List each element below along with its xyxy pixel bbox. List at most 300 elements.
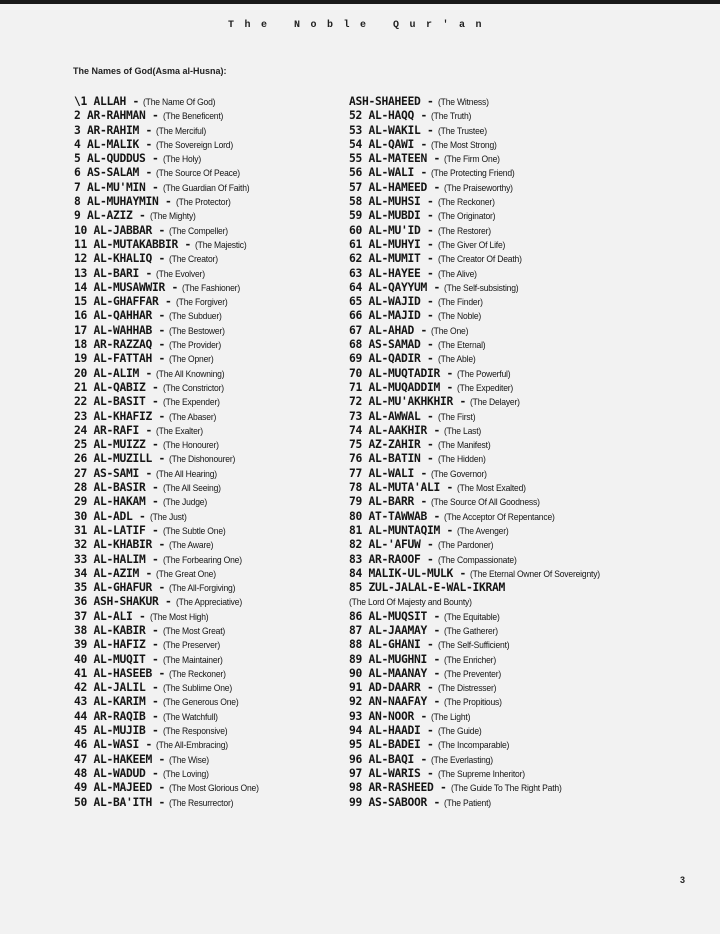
meaning-text: (The Most High)	[149, 611, 209, 622]
meaning-text: (The Last)	[444, 425, 482, 436]
meaning-text: (The Name Of God)	[143, 97, 216, 107]
meaning-text: (The Merciful)	[156, 125, 207, 136]
name-text: 75 AZ-ZAHIR -	[349, 438, 434, 452]
list-item	[349, 337, 610, 351]
list-item	[74, 280, 266, 294]
meaning-text: (The Most Strong)	[431, 139, 498, 150]
list-item	[74, 594, 266, 608]
list-item	[74, 752, 266, 766]
name-text: 45 AL-MUJIB -	[74, 724, 159, 738]
meaning-text: (The Avenger)	[457, 525, 510, 536]
name-text: 90 AL-MAANAY -	[349, 666, 441, 680]
name-text: 31 AL-LATIF -	[74, 523, 159, 537]
list-item	[74, 537, 266, 551]
list-item	[349, 737, 610, 751]
list-item	[74, 737, 266, 751]
name-text: 38 AL-KABIR -	[74, 623, 159, 637]
list-item	[349, 609, 610, 623]
list-item	[74, 308, 266, 322]
name-text: 84 MALIK-UL-MULK -	[349, 566, 467, 580]
name-text: 25 AL-MUIZZ -	[74, 438, 159, 452]
list-item	[349, 780, 610, 794]
list-item	[349, 394, 610, 408]
name-text: 58 AL-MUHSI -	[349, 195, 434, 209]
name-text: 72 AL-MU'AKHKHIR -	[349, 395, 467, 409]
name-text: 83 AR-RAOOF -	[349, 552, 434, 566]
names-list-left	[74, 94, 266, 809]
list-item	[74, 323, 266, 337]
meaning-text: (The Watchfull)	[162, 711, 218, 722]
list-item	[349, 380, 610, 394]
name-text: 70 AL-MUQTADIR -	[349, 366, 454, 380]
name-text: 15 AL-GHAFFAR -	[74, 295, 172, 309]
name-text: 54 AL-QAWI -	[349, 137, 428, 151]
name-text: 8 AL-MUHAYMIN -	[74, 195, 172, 209]
name-text: 79 AL-BARR -	[349, 495, 428, 509]
meaning-text: (The Supreme Inheritor)	[437, 768, 525, 779]
meaning-text: (The Sovereign Lord)	[156, 139, 234, 150]
name-text: 63 AL-HAYEE -	[349, 266, 434, 280]
meaning-text: (The Self-Sufficient)	[437, 640, 510, 651]
meaning-text: (The Manifest)	[437, 440, 491, 451]
list-item	[74, 237, 266, 251]
name-text: 40 AL-MUQIT -	[74, 652, 159, 666]
name-text: 71 AL-MUQADDIM -	[349, 380, 454, 394]
list-item	[349, 666, 610, 680]
list-item	[349, 223, 610, 237]
meaning-text: (The Protecting Friend)	[431, 168, 516, 179]
list-item	[349, 151, 610, 165]
meaning-text: (The Originator)	[437, 211, 496, 222]
list-item	[74, 451, 266, 465]
name-text: 62 AL-MUMIT -	[349, 252, 434, 266]
name-text: 43 AL-KARIM -	[74, 695, 159, 709]
list-item	[349, 437, 610, 451]
list-item	[74, 223, 266, 237]
list-item	[349, 795, 610, 809]
meaning-text: (The All Hearing)	[156, 468, 218, 479]
list-item	[74, 766, 266, 780]
list-item	[74, 180, 266, 194]
list-item	[349, 466, 610, 480]
meaning-text: (The Pardoner)	[437, 540, 494, 551]
meaning-text: (The Provider)	[169, 340, 222, 351]
name-text: 81 AL-MUNTAQIM -	[349, 523, 454, 537]
meaning-text: (The Distresser)	[437, 683, 497, 694]
list-item	[349, 123, 610, 137]
name-text: 74 AL-AAKHIR -	[349, 423, 441, 437]
name-text: 59 AL-MUBDI -	[349, 209, 434, 223]
name-text: 66 AL-MAJID -	[349, 309, 434, 323]
meaning-text: (The Just)	[149, 511, 187, 522]
name-text: 96 AL-BAQI -	[349, 752, 428, 766]
name-text: 19 AL-FATTAH -	[74, 352, 166, 366]
meaning-text: (The Restorer)	[437, 225, 491, 236]
list-item	[349, 180, 610, 194]
list-item	[349, 251, 610, 265]
list-item	[349, 652, 610, 666]
meaning-text: (The Judge)	[162, 497, 208, 508]
name-text: 9 AL-AZIZ -	[74, 209, 146, 223]
list-item	[74, 151, 266, 165]
list-item	[74, 251, 266, 265]
list-item	[74, 294, 266, 308]
meaning-text: (The Praiseworthy)	[444, 182, 514, 193]
name-text: 64 AL-QAYYUM -	[349, 280, 441, 294]
meaning-text: (The Gatherer)	[444, 625, 499, 636]
name-text: 22 AL-BASIT -	[74, 395, 159, 409]
name-text: 28 AL-BASIR -	[74, 481, 159, 495]
meaning-text: (The Powerful)	[457, 368, 511, 379]
meaning-text: (The Preserver)	[162, 640, 221, 651]
name-text: 24 AR-RAFI -	[74, 423, 153, 437]
list-item	[74, 795, 266, 809]
meaning-text: (The Incomparable)	[437, 740, 510, 751]
list-item	[74, 709, 266, 723]
name-text: 49 AL-MAJEED -	[74, 781, 166, 795]
meaning-text: (The Subduer)	[169, 311, 223, 322]
meaning-text: (The Exalter)	[156, 425, 204, 436]
name-text: 73 AL-AWWAL -	[349, 409, 434, 423]
list-item	[349, 208, 610, 222]
list-item	[74, 380, 266, 394]
name-text: 4 AL-MALIK -	[74, 137, 153, 151]
meaning-text: (The Forgiver)	[175, 297, 228, 308]
meaning-text: (The Noble)	[437, 311, 482, 322]
list-item	[349, 237, 610, 251]
meaning-text: (The Creator Of Death)	[437, 254, 522, 265]
name-text: 23 AL-KHAFIZ -	[74, 409, 166, 423]
name-text: 29 AL-HAKAM -	[74, 495, 159, 509]
name-text: 11 AL-MUTAKABBIR -	[74, 237, 192, 251]
meaning-text: (The Guide)	[437, 726, 482, 737]
list-item	[74, 580, 266, 594]
name-text: 33 AL-HALIM -	[74, 552, 159, 566]
name-text: 13 AL-BARI -	[74, 266, 153, 280]
meaning-text: (The Governor)	[431, 468, 488, 479]
meaning-text: (The One)	[431, 325, 469, 336]
list-item	[74, 637, 266, 651]
meaning-text: (The Expender)	[162, 397, 220, 408]
meaning-text: (The Subtle One)	[162, 525, 226, 536]
list-item	[74, 694, 266, 708]
name-text: 97 AL-WARIS -	[349, 766, 434, 780]
list-item	[74, 108, 266, 122]
meaning-text: (The All-Embracing)	[156, 740, 229, 751]
name-text: 89 AL-MUGHNI -	[349, 652, 441, 666]
list-item	[349, 108, 610, 122]
name-text: 91 AD-DAARR -	[349, 681, 434, 695]
name-text: 48 AL-WADUD -	[74, 766, 159, 780]
meaning-text: (The Everlasting)	[431, 754, 494, 765]
list-item	[74, 194, 266, 208]
meaning-text: (The Giver Of Life)	[437, 239, 506, 250]
list-item	[349, 94, 610, 108]
list-item	[74, 723, 266, 737]
list-item	[349, 294, 610, 308]
name-text: 80 AT-TAWWAB -	[349, 509, 441, 523]
meaning-text: (The Protector)	[175, 197, 231, 208]
name-text: 3 AR-RAHIM -	[74, 123, 153, 137]
meaning-text: (The Eternal Owner Of Sovereignty)	[470, 568, 601, 579]
list-item	[349, 137, 610, 151]
name-text: 32 AL-KHABIR -	[74, 538, 166, 552]
list-item	[349, 766, 610, 780]
meaning-text: (The Propitious)	[444, 697, 503, 708]
meaning-text: (The Hidden)	[437, 454, 486, 465]
meaning-text: (The Wise)	[169, 754, 210, 765]
list-item	[349, 351, 610, 365]
meaning-text: (The Great One)	[156, 568, 217, 579]
name-text: 34 AL-AZIM -	[74, 566, 153, 580]
list-item	[74, 394, 266, 408]
name-text: 68 AS-SAMAD -	[349, 338, 434, 352]
meaning-text: (The All Seeing)	[162, 483, 221, 494]
meaning-text: (The Eternal)	[437, 340, 486, 351]
list-item	[349, 637, 610, 651]
list-item	[349, 709, 610, 723]
name-text: 2 AR-RAHMAN -	[74, 109, 159, 123]
name-text: 20 AL-ALIM -	[74, 366, 153, 380]
meaning-text: (The Source Of Peace)	[156, 168, 241, 179]
list-item	[74, 480, 266, 494]
meaning-text: (The Guardian Of Faith)	[162, 182, 250, 193]
meaning-text: (The Compeller)	[169, 225, 229, 236]
name-text: 18 AR-RAZZAQ -	[74, 338, 166, 352]
list-item	[74, 680, 266, 694]
meaning-text: (The Self-subsisting)	[444, 282, 519, 293]
meaning-text: (The Aware)	[169, 540, 214, 551]
list-item	[74, 423, 266, 437]
list-item	[74, 780, 266, 794]
book-title: The Noble Qur'an	[227, 20, 492, 31]
name-text: 52 AL-HAQQ -	[349, 109, 428, 123]
meaning-text: (The Most Glorious One)	[169, 783, 260, 794]
list-item	[349, 537, 610, 551]
name-text: 35 AL-GHAFUR -	[74, 581, 166, 595]
list-item	[74, 523, 266, 537]
list-item	[74, 208, 266, 222]
list-item	[349, 194, 610, 208]
meaning-text: (The Fashioner)	[182, 282, 241, 293]
list-item	[349, 694, 610, 708]
meaning-text: (The Lord Of Majesty and Bounty)	[349, 597, 472, 608]
list-item	[74, 437, 266, 451]
name-text: 67 AL-AHAD -	[349, 323, 428, 337]
meaning-text: (The Acceptor Of Repentance)	[444, 511, 556, 522]
name-text: 85 ZUL-JALAL-E-WAL-IKRAM	[349, 581, 506, 595]
name-text: 53 AL-WAKIL -	[349, 123, 434, 137]
list-item	[349, 723, 610, 737]
meaning-text: (The Light)	[431, 711, 471, 722]
meaning-text: (The Constrictor)	[162, 382, 224, 393]
meaning-text: (The Compassionate)	[437, 554, 517, 565]
meaning-text: (The Most Exalted)	[457, 483, 527, 494]
section-title: The Names of God(Asma al-Husna):	[73, 66, 227, 76]
list-item	[349, 323, 610, 337]
list-item	[74, 337, 266, 351]
list-item	[74, 351, 266, 365]
list-item	[74, 123, 266, 137]
list-item	[349, 480, 610, 494]
name-text: 88 AL-GHANI -	[349, 638, 434, 652]
meaning-text: (The Trustee)	[437, 125, 487, 136]
name-text: 92 AN-NAAFAY -	[349, 695, 441, 709]
list-item	[349, 566, 610, 580]
meaning-text: (The Equitable)	[444, 611, 501, 622]
name-text: 99 AS-SABOOR -	[349, 795, 441, 809]
meaning-text: (The Creator)	[169, 254, 219, 265]
name-text: 5 AL-QUDDUS -	[74, 152, 159, 166]
meaning-text: (The Dishonourer)	[169, 454, 236, 465]
name-text: 36 ASH-SHAKUR -	[74, 595, 172, 609]
meaning-text: (The Reckoner)	[437, 197, 495, 208]
meaning-text: (The Generous One)	[162, 697, 239, 708]
meaning-text: (The Guide To The Right Path)	[450, 783, 562, 794]
name-text: 17 AL-WAHHAB -	[74, 323, 166, 337]
name-text: ASH-SHAHEED -	[349, 95, 434, 108]
meaning-text: (The Expediter)	[457, 382, 514, 393]
list-item	[74, 266, 266, 280]
name-text: 6 AS-SALAM -	[74, 166, 153, 180]
list-item	[74, 409, 266, 423]
meaning-text: (The Able)	[437, 354, 476, 365]
list-item	[74, 552, 266, 566]
list-item	[74, 494, 266, 508]
meaning-text: (The Truth)	[431, 111, 472, 122]
name-text: 78 AL-MUTA'ALI -	[349, 481, 454, 495]
list-item	[74, 666, 266, 680]
meaning-text: (The Resurrector)	[169, 797, 234, 808]
list-item	[349, 680, 610, 694]
meaning-text: (The Opner)	[169, 354, 214, 365]
meaning-text: (The Most Great)	[162, 625, 226, 636]
meaning-text: (The Finder)	[437, 297, 483, 308]
list-item	[349, 308, 610, 322]
meaning-text: (The Majestic)	[195, 239, 248, 250]
name-text: 30 AL-ADL -	[74, 509, 146, 523]
meaning-text: (The Loving)	[162, 768, 209, 779]
list-item	[349, 594, 610, 608]
list-item	[74, 623, 266, 637]
meaning-text: (The Appreciative)	[175, 597, 242, 608]
meaning-text: (The Preventer)	[444, 668, 502, 679]
name-text: 55 AL-MATEEN -	[349, 152, 441, 166]
name-text: 12 AL-KHALIQ -	[74, 252, 166, 266]
list-item	[349, 366, 610, 380]
list-item	[349, 423, 610, 437]
meaning-text: (The Sublime One)	[162, 683, 233, 694]
name-text: 60 AL-MU'ID -	[349, 223, 434, 237]
list-item	[74, 165, 266, 179]
name-text: 61 AL-MUHYI -	[349, 237, 434, 251]
list-item	[74, 609, 266, 623]
list-item	[74, 94, 266, 108]
name-text: 56 AL-WALI -	[349, 166, 428, 180]
name-text: 50 AL-BA'ITH -	[74, 795, 166, 809]
top-rule	[0, 0, 720, 4]
list-item	[349, 509, 610, 523]
list-item	[74, 466, 266, 480]
name-text: 86 AL-MUQSIT -	[349, 609, 441, 623]
name-text: 57 AL-HAMEED -	[349, 180, 441, 194]
page-number: 3	[680, 875, 686, 885]
name-text: 16 AL-QAHHAR -	[74, 309, 166, 323]
name-text: 14 AL-MUSAWWIR -	[74, 280, 179, 294]
meaning-text: (The Enricher)	[444, 654, 497, 665]
list-item	[349, 280, 610, 294]
name-text: 27 AS-SAMI -	[74, 466, 153, 480]
meaning-text: (The Forbearing One)	[162, 554, 242, 565]
list-item	[349, 523, 610, 537]
name-text: 65 AL-WAJID -	[349, 295, 434, 309]
name-text: 39 AL-HAFIZ -	[74, 638, 159, 652]
meaning-text: (The Holy)	[162, 154, 202, 165]
list-item	[74, 366, 266, 380]
meaning-text: (The Evolver)	[156, 268, 206, 279]
list-item	[74, 566, 266, 580]
names-list-right	[349, 94, 610, 809]
meaning-text: (The Reckoner)	[169, 668, 227, 679]
list-item	[349, 266, 610, 280]
name-text: 94 AL-HAADI -	[349, 724, 434, 738]
meaning-text: (The Honourer)	[162, 440, 219, 451]
name-text: 7 AL-MU'MIN -	[74, 180, 159, 194]
name-text: 41 AL-HASEEB -	[74, 666, 166, 680]
name-text: 76 AL-BATIN -	[349, 452, 434, 466]
list-item	[349, 451, 610, 465]
meaning-text: (The Source Of All Goodness)	[431, 497, 541, 508]
list-item	[74, 652, 266, 666]
name-text: 42 AL-JALIL -	[74, 681, 159, 695]
meaning-text: (The Bestower)	[169, 325, 226, 336]
meaning-text: (The All Knowning)	[156, 368, 225, 379]
meaning-text: (The Mighty)	[149, 211, 196, 222]
meaning-text: (The Abaser)	[169, 411, 217, 422]
meaning-text: (The Maintainer)	[162, 654, 223, 665]
name-text: 77 AL-WALI -	[349, 466, 428, 480]
list-item	[349, 409, 610, 423]
name-text: 95 AL-BADEI -	[349, 738, 434, 752]
meaning-text: (The Firm One)	[444, 154, 501, 165]
name-text: 37 AL-ALI -	[74, 609, 146, 623]
name-text: 44 AR-RAQIB -	[74, 709, 159, 723]
list-item	[349, 623, 610, 637]
list-item	[74, 509, 266, 523]
meaning-text: (The Delayer)	[470, 397, 521, 408]
meaning-text: (The Patient)	[444, 797, 492, 808]
name-text: 21 AL-QABIZ -	[74, 380, 159, 394]
name-text: 47 AL-HAKEEM -	[74, 752, 166, 766]
list-item	[349, 752, 610, 766]
name-text: 82 AL-'AFUW -	[349, 538, 434, 552]
list-item	[349, 552, 610, 566]
name-text: 87 AL-JAAMAY -	[349, 623, 441, 637]
meaning-text: (The Beneficent)	[162, 111, 224, 122]
name-text: 98 AR-RASHEED -	[349, 781, 447, 795]
name-text: 69 AL-QADIR -	[349, 352, 434, 366]
name-text: 10 AL-JABBAR -	[74, 223, 166, 237]
list-item	[349, 165, 610, 179]
meaning-text: (The Alive)	[437, 268, 477, 279]
name-text: 93 AN-NOOR -	[349, 709, 428, 723]
meaning-text: (The Responsive)	[162, 726, 228, 737]
list-item	[349, 494, 610, 508]
name-text: 26 AL-MUZILL -	[74, 452, 166, 466]
meaning-text: (The First)	[437, 411, 476, 422]
list-item	[74, 137, 266, 151]
meaning-text: (The Witness)	[437, 97, 489, 107]
